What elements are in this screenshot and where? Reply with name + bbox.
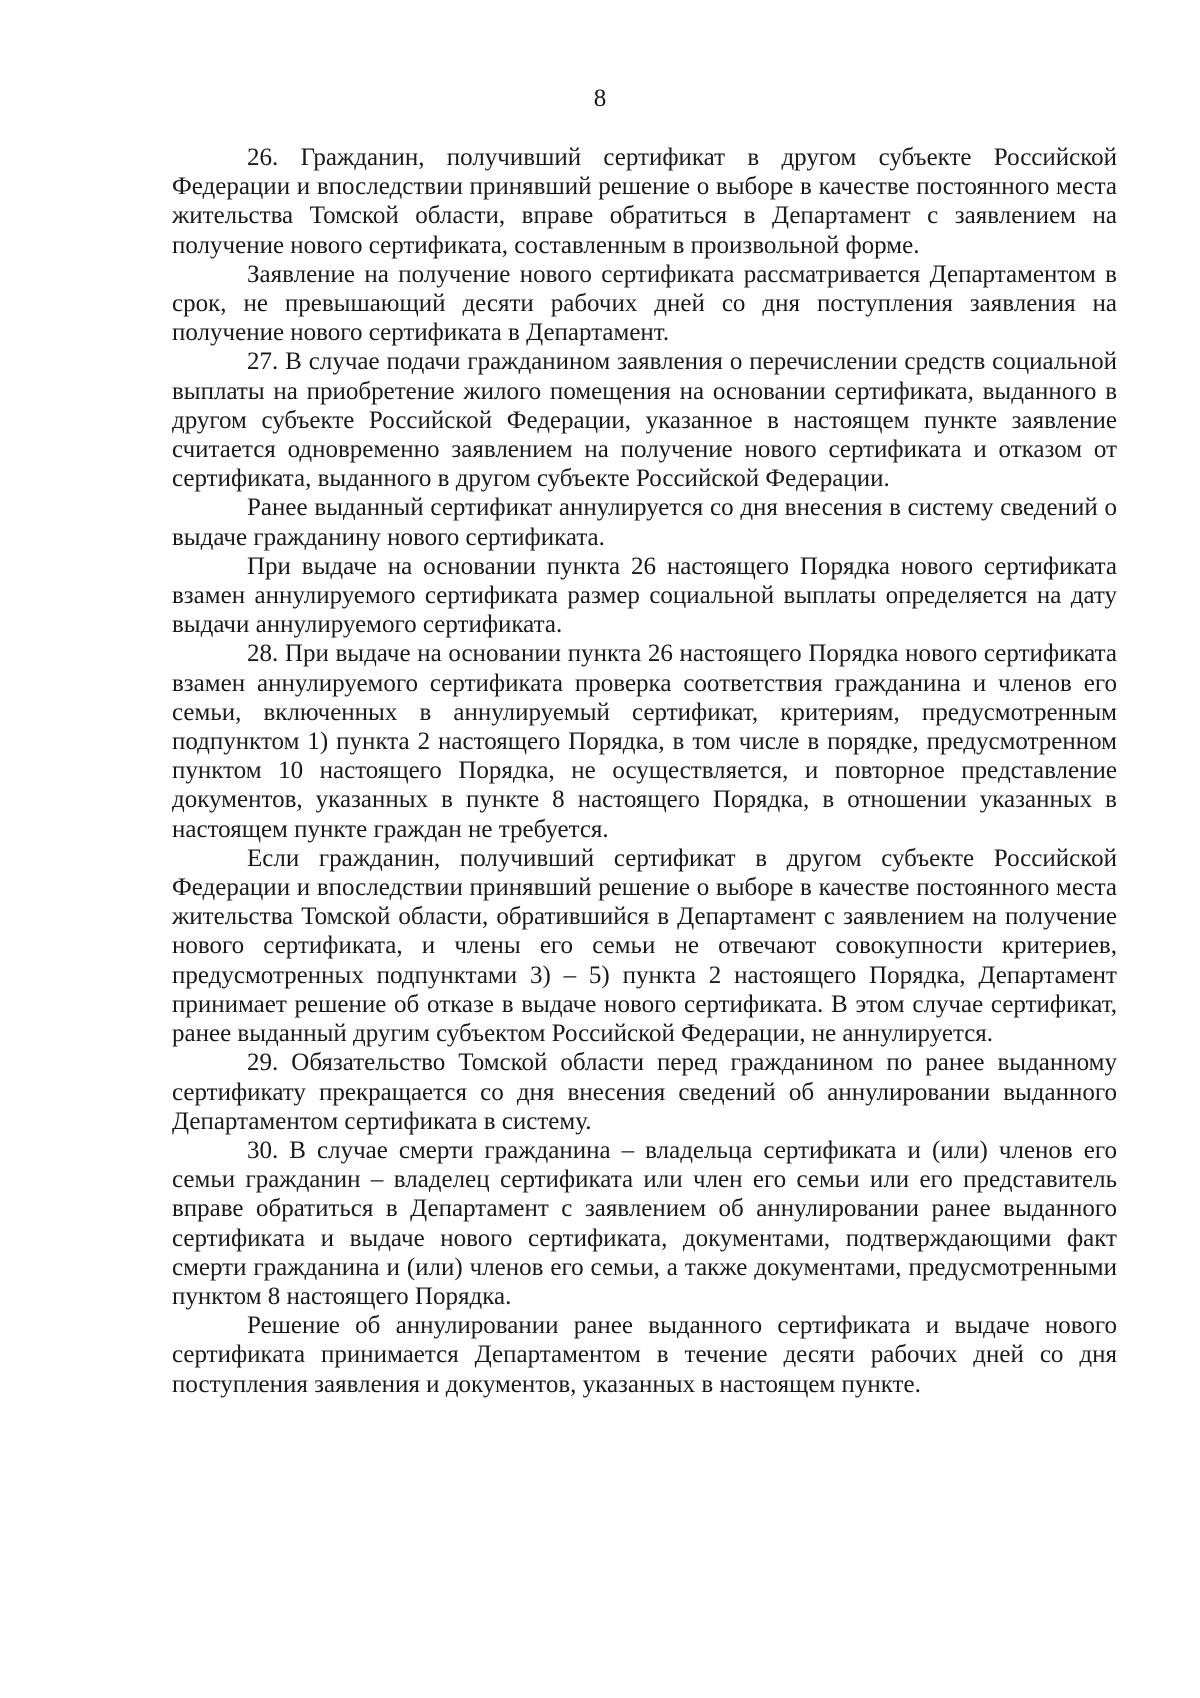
paragraph-28-refusal: Если гражданин, получивший сертификат в другом субъекте Российской Федерации и впоследствии принявший решение о выборе в качестве постоянного места жительства Томской области, обратившийся в Департамент с заявлением на получение нового сертификата, и члены его семьи не отвечают совокупности критериев, предусмотренных подпунктами 3) – 5) пункта 2 настоящего Порядка, Департамент принимает решение об отказе в выдаче нового сертификата. В этом случае сертификат, ранее выданный другим субъектом Российской Федерации, не аннулируется.: [172, 844, 1117, 1048]
paragraph-27-annulment: Ранее выданный сертификат аннулируется со дня внесения в систему сведений о выдаче гражданину нового сертификата.: [172, 494, 1117, 551]
paragraph-29: 29. Обязательство Томской области перед гражданином по ранее выданному сертификату прекращается со дня внесения сведений об аннулировании выданного Департаментом сертификата в систему.: [172, 1049, 1117, 1135]
paragraph-28: 28. При выдаче на основании пункта 26 настоящего Порядка нового сертификата взамен аннулируемого сертификата проверка соответствия гражданина и членов его семьи, включенных в аннулируемый сертификат, критериям, предусмотренным подпунктом 1) пункта 2 настоящего Порядка, в том числе в порядке, предусмотренном пунктом 10 настоящего Порядка, не осуществляется, и повторное представление документов, указанных в пункте 8 настоящего Порядка, в отношении указанных в настоящем пункте граждан не требуется.: [172, 640, 1117, 843]
document-body: [172, 143, 1117, 1399]
page-number: 8: [593, 85, 607, 112]
paragraph-30: 30. В случае смерти гражданина – владельца сертификата и (или) членов его семьи гражданин – владелец сертификата или член его семьи или его представитель вправе обратиться в Департамент с заявлением об аннулировании ранее выданного сертификата и выдаче нового сертификата, документами, подтверждающими факт смерти гражданина и (или) членов его семьи, а также документами, предусмотренными пунктом 8 настоящего Порядка.: [172, 1136, 1117, 1310]
paragraph-26: 26. Гражданин, получивший сертификат в другом субъекте Российской Федерации и впоследствии принявший решение о выборе в качестве постоянного места жительства Томской области, вправе обратиться в Департамент с заявлением на получение нового сертификата, составленным в произвольной форме.: [172, 144, 1117, 259]
paragraph-26-application-review: Заявление на получение нового сертификата рассматривается Департаментом в срок, не превышающий десяти рабочих дней со дня поступления заявления на получение нового сертификата в Департамент.: [172, 260, 1117, 347]
paragraph-27: 27. В случае подачи гражданином заявления о перечислении средств социальной выплаты на приобретение жилого помещения на основании сертификата, выданного в другом субъекте Российской Федерации, указанное в настоящем пункте заявление считается одновременно заявлением на получение нового сертификата и отказом от сертификата, выданного в другом субъекте Российской Федерации.: [172, 348, 1117, 493]
paragraph-27-payment-size: При выдаче на основании пункта 26 настоящего Порядка нового сертификата взамен аннулируемого сертификата размер социальной выплаты определяется на дату выдачи аннулируемого сертификата.: [172, 552, 1117, 639]
paragraph-30-decision: Решение об аннулировании ранее выданного сертификата и выдаче нового сертификата принимается Департаментом в течение десяти рабочих дней со дня поступления заявления и документов, указанных в настоящем пункте.: [172, 1312, 1117, 1398]
